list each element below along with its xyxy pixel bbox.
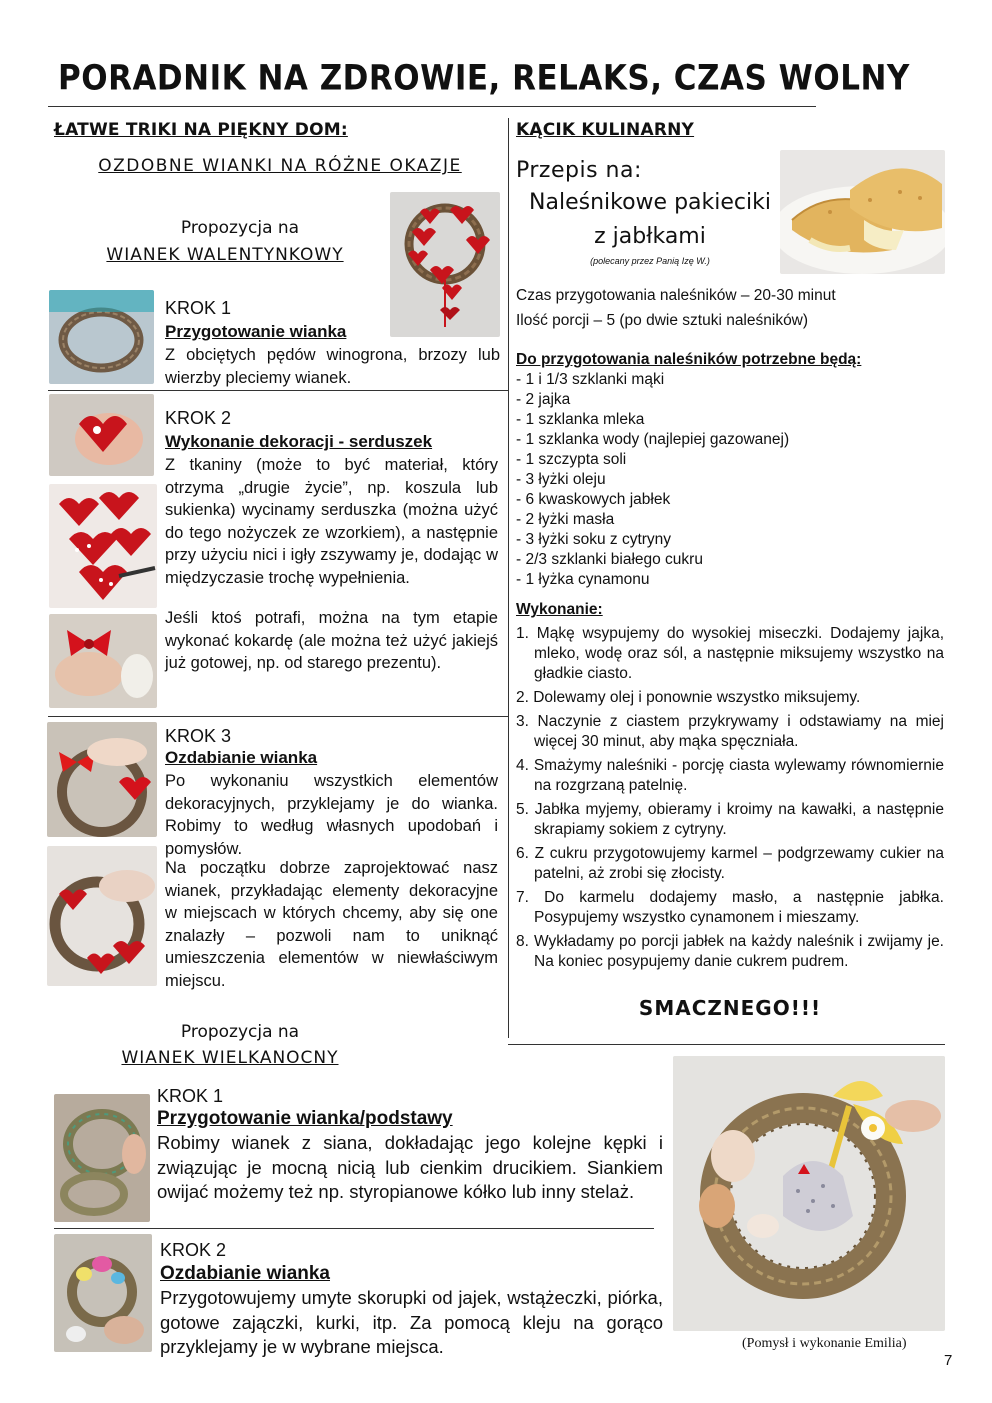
header-divider — [48, 106, 816, 107]
easter-step1-title: Przygotowanie wianka/podstawy — [157, 1108, 453, 1129]
valentine-step2-photo-b — [49, 484, 157, 608]
ingredient-item: - 6 kwaskowych jabłek — [516, 491, 671, 508]
valentine-step3-photo-b — [47, 846, 157, 986]
portions: Ilość porcji – 5 (po dwie sztuki naleśników) — [516, 312, 809, 329]
valentine-step2-photo-c — [49, 614, 157, 708]
method-list — [516, 624, 944, 976]
easter-step1-text: Robimy wianek z siana, dokładając jego kolejne kępki i związując je mocną nicią lub cienkim drucikiem. Siankiem owijać możemy też np. styropianowe kółko lub inny stelaż. — [157, 1132, 663, 1202]
ingredient-item: - 2 łyżki masła — [516, 511, 615, 528]
method-step: 7. Do karmelu dodajemy masło, a następnie jabłka. Posypujemy wszystko cynamonem i mieszamy. — [516, 889, 944, 926]
valentine-step1-title: Przygotowanie wianka — [165, 322, 347, 341]
recipe-recommended: (polecany przez Panią Izę W.) — [590, 256, 710, 266]
easter-step1-photo — [54, 1094, 150, 1222]
valentine-step3-photo-a — [47, 722, 157, 837]
ingredient-item: - 2 jajka — [516, 391, 571, 408]
easter-step2-text: Przygotowujemy umyte skorupki od jajek, wstążeczki, piórka, gotowe zajączki, kurki, itp. Za pomocą kleju na gorąco przyklejamy je w wybrane miejsca. — [160, 1287, 663, 1357]
easter-step2-title: Ozdabianie wianka — [160, 1263, 330, 1284]
method-step: 3. Naczynie z ciastem przykrywamy i odstawiamy na miej więcej 30 minut, aby mąka spęczniała. — [516, 713, 944, 750]
recipe-prefix: Przepis na: — [516, 158, 642, 183]
pancakes-photo — [780, 150, 945, 274]
valentine-step2-photo-a — [49, 394, 154, 476]
ingredient-item: - 3 łyżki soku z cytryny — [516, 531, 672, 548]
page-title: PORADNIK NA ZDROWIE, RELAKS, CZAS WOLNY — [58, 58, 910, 99]
page-number: 7 — [944, 1352, 953, 1369]
ingredient-item: - 1 i 1/3 szklanki mąki — [516, 371, 665, 388]
valentine-step3-label: KROK 3 — [165, 726, 232, 746]
photo-caption: (Pomysł i wykonanie Emilia) — [742, 1336, 907, 1351]
recipe-name-line2: z jabłkami — [594, 224, 706, 249]
valentine-step1-label: KROK 1 — [165, 298, 232, 318]
ingredient-item: - 1 łyżka cynamonu — [516, 571, 650, 588]
valentine-proposal: Propozycja na — [180, 218, 300, 238]
method-step: 2. Dolewamy olej i ponownie wszystko miksujemy. — [516, 689, 861, 706]
section-title-kitchen-corner: KĄCIK KULINARNY — [516, 120, 695, 140]
valentine-wreath-photo — [390, 192, 500, 337]
method-step: 6. Z cukru przygotowujemy karmel – podgrzewamy cukier na patelni, aż zrobi się złocisty. — [516, 845, 944, 882]
valentine-step2-text2: Jeśli ktoś potrafi, można na tym etapie wykonać kokardę (ale można też użyć jakiejś już gotowej, np. od starego prezentu). — [165, 609, 498, 672]
prep-time: Czas przygotowania naleśników – 20-30 minut — [516, 287, 836, 304]
valentine-step1-text: Z obciętych pędów winogrona, brzozy lub wierzby pleciemy wianek. — [165, 346, 500, 387]
valentine-wreath-name: WIANEK WALENTYNKOWY — [106, 245, 344, 265]
ingredient-item: - 3 łyżki oleju — [516, 471, 606, 488]
valentine-step3-text: Po wykonaniu wszystkich elementów dekoracyjnych, przyklejamy je do wianka. Robimy to według własnych upodobań i pomysłów. — [165, 772, 498, 858]
valentine-step2-title: Wykonanie dekoracji - serduszek — [165, 432, 433, 451]
ingredients-list — [516, 370, 789, 590]
method-step: 1. Mąkę wsypujemy do wysokiej miseczki. Dodajemy jajka, mleko, wodę oraz sól, a następnie miksujemy wszystko na gładkie ciasto. — [516, 625, 944, 682]
valentine-step3-title: Ozdabianie wianka — [165, 748, 318, 767]
easter-step2-photo — [54, 1234, 152, 1352]
valentine-step3-text2: Na początku dobrze zaprojektować nasz wianek, przykładając elementy dekoracyjne w miejscach w których chcemy, aby się one znalazły – pozwoli nam to uniknąć umieszczenia elementów w niewłaściwym miejscu. — [165, 859, 498, 990]
recipe-name-line1: Naleśnikowe pakieciki — [529, 190, 771, 215]
valentine-step2-label: KROK 2 — [165, 408, 232, 428]
easter-step2-label: KROK 2 — [160, 1240, 227, 1260]
valentine-step2-text: Z tkaniny (może to być materiał, który otrzyma „drugie życie”, np. koszula lub sukienka) wycinamy serduszka (można użyć do tego nożyczek ze wzorkiem), a następnie przy użyciu nici i igły zszywamy je, dodając w międzyczasie trochę wypełnienia. — [165, 456, 498, 587]
easter-wreath-name: WIANEK WIELKANOCNY — [121, 1048, 339, 1068]
method-step: 4. Smażymy naleśniki - porcję ciasta wylewamy równomiernie na rozgrzaną patelnię. — [516, 757, 944, 794]
ingredient-item: - 2/3 szklanki białego cukru — [516, 551, 703, 568]
column-divider — [508, 118, 509, 1038]
method-step: 8. Wykładamy po porcji jabłek na każdy naleśnik i zwijamy je. Na koniec posypujemy danie cukrem pudrem. — [516, 933, 944, 970]
ingredient-item: - 1 szklanka wody (najlepiej gazowanej) — [516, 431, 790, 448]
method-step: 5. Jabłka myjemy, obieramy i kroimy na kawałki, a następnie skrapiamy sokiem z cytryny. — [516, 801, 944, 838]
easter-wreath-photo — [673, 1056, 945, 1331]
divider — [48, 716, 508, 717]
easter-step1-label: KROK 1 — [157, 1086, 224, 1106]
valentine-step1-photo — [49, 290, 154, 384]
bon-appetit: SMACZNEGO!!! — [638, 996, 822, 1020]
divider — [48, 390, 508, 391]
easter-proposal: Propozycja na — [180, 1022, 300, 1042]
divider — [508, 1044, 945, 1045]
divider — [54, 1228, 654, 1229]
ingredients-title: Do przygotowania naleśników potrzebne będą: — [516, 351, 862, 368]
ingredient-item: - 1 szczypta soli — [516, 451, 627, 468]
method-title: Wykonanie: — [516, 601, 603, 618]
ingredient-item: - 1 szklanka mleka — [516, 411, 645, 428]
section-title-home-tricks: ŁATWE TRIKI NA PIĘKNY DOM: — [54, 120, 348, 140]
wreaths-subtitle: OZDOBNE WIANKI NA RÓŻNE OKAZJE — [98, 156, 462, 176]
